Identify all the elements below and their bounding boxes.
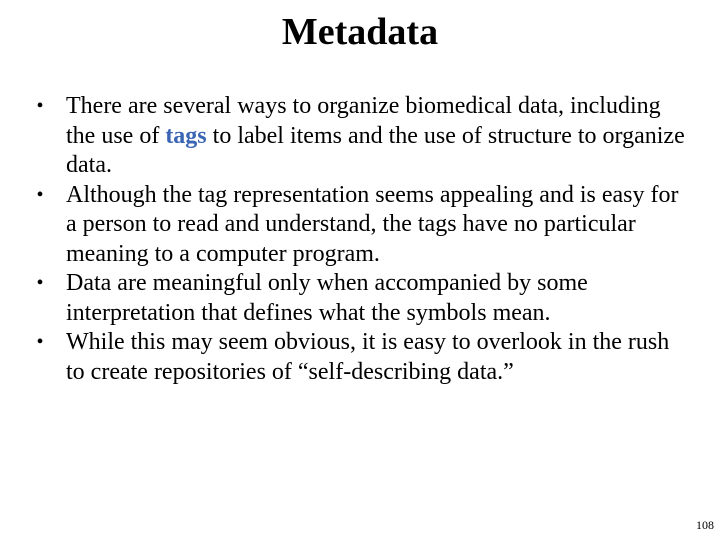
bullet-marker: • (36, 331, 44, 353)
bullet-item-2 (30, 181, 690, 270)
bullet-text: Data are meaningful only when accompanied by some interpretation that defines what the symbols mean. (66, 270, 588, 326)
bullet-list (30, 92, 690, 387)
bullet-text-after: to label items and the use of structure to organize data. (66, 122, 685, 178)
bullet-text: While this may seem obvious, it is easy to overlook in the rush to create repositories of “self-describing data.” (66, 329, 670, 385)
bullet-item-4 (30, 328, 690, 387)
bullet-item-3 (30, 269, 690, 328)
bullet-text: Although the tag representation seems appealing and is easy for a person to read and understand, the tags have no particular meaning to a computer program. (66, 181, 679, 267)
bullet-item-1 (30, 92, 690, 181)
page-number: 108 (696, 518, 714, 532)
bullet-marker: • (36, 183, 44, 206)
bullet-marker: • (36, 272, 44, 294)
slide-title: Metadata (281, 11, 439, 53)
highlighted-term-tags: tags (165, 122, 207, 149)
bullet-text-before: There are several ways to organize biomedical data, including the use of (66, 93, 661, 149)
bullet-marker: • (36, 95, 44, 117)
